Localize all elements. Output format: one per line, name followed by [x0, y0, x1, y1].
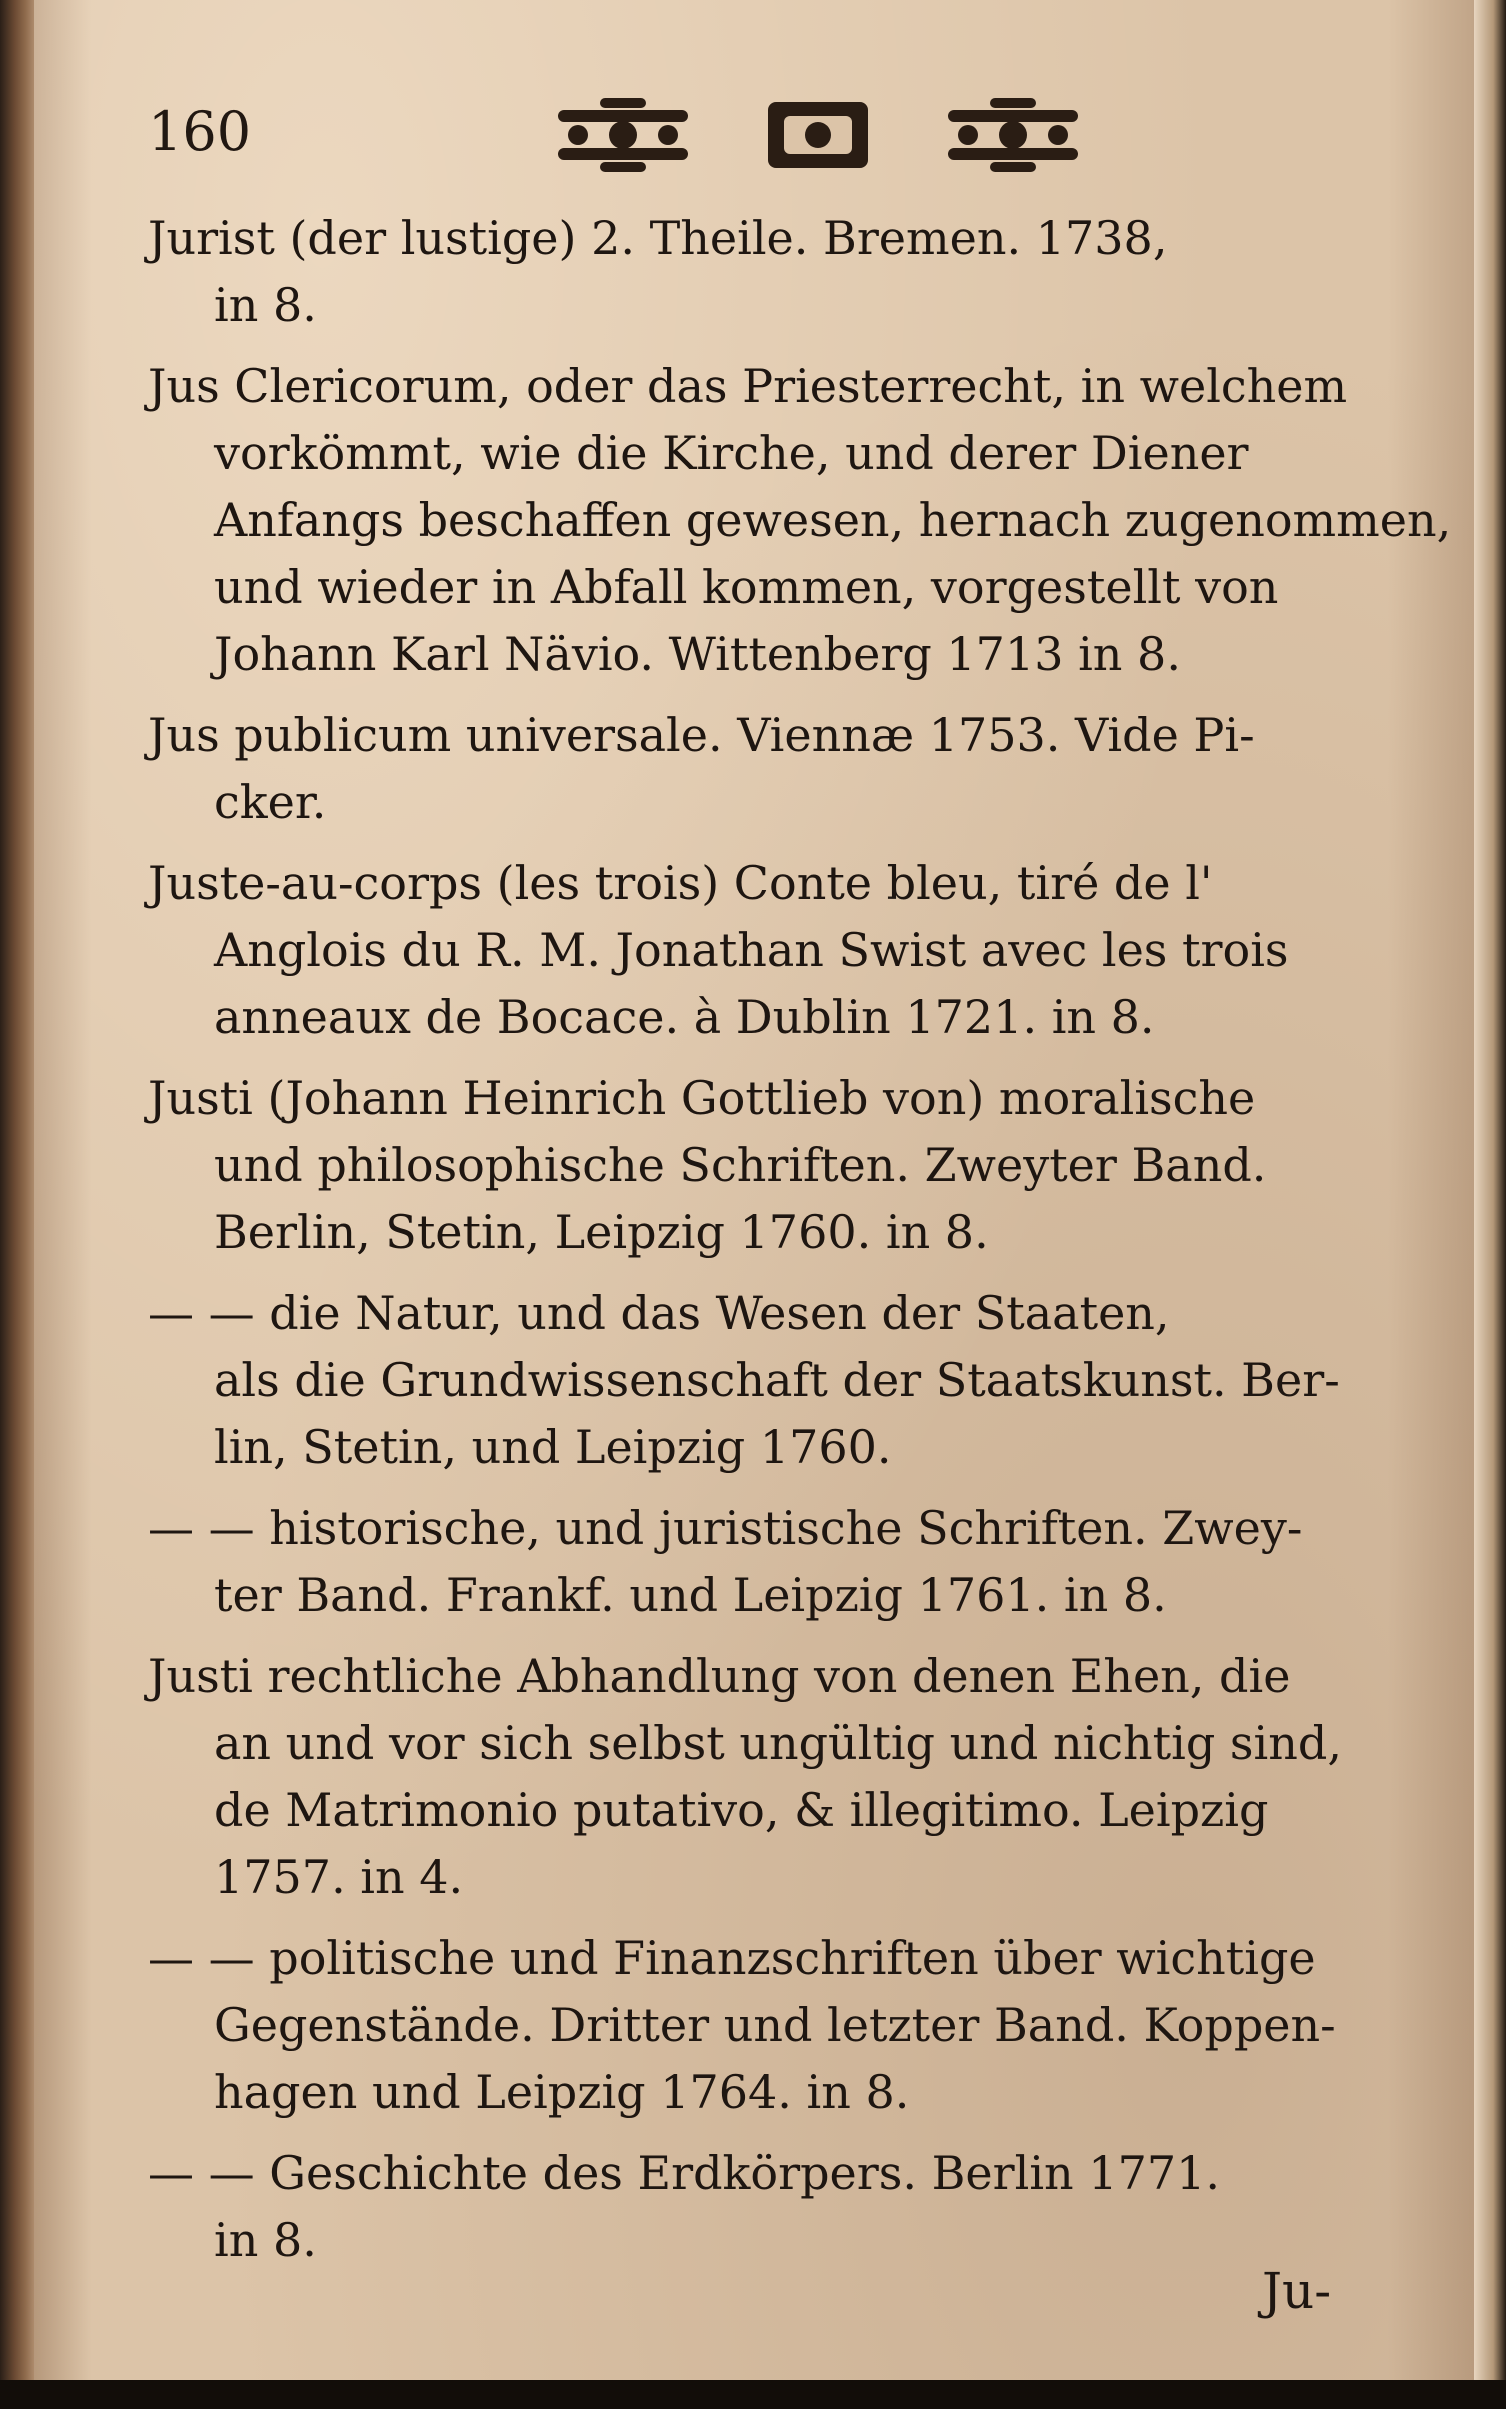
entry-line: de Matrimonio putativo, & illegitimo. Leipzig — [214, 1783, 1269, 1837]
entry-line: — — die Natur, und das Wesen der Staaten, — [148, 1286, 1170, 1340]
entry-line: Justi rechtliche Abhandlung von denen Ehen, die — [148, 1649, 1291, 1703]
entry-line: — — historische, und juristische Schriften. Zwey- — [148, 1501, 1303, 1555]
entry-line: in 8. — [214, 2213, 317, 2267]
entry-line: 1757. in 4. — [214, 1850, 464, 1904]
entry-justi-ehen — [148, 1643, 1428, 1911]
bottom-shadow — [0, 2380, 1506, 2409]
entry-line: Anglois du R. M. Jonathan Swist avec les trois — [214, 923, 1289, 977]
entry-line: Berlin, Stetin, Leipzig 1760. in 8. — [214, 1205, 989, 1259]
entry-line: ter Band. Frankf. und Leipzig 1761. in 8. — [214, 1568, 1167, 1622]
entry-justi-moralische — [148, 1065, 1428, 1266]
catchword: Ju- — [1262, 2262, 1332, 2320]
entry-line: lin, Stetin, und Leipzig 1760. — [214, 1420, 892, 1474]
entry-line: Johann Karl Nävio. Wittenberg 1713 in 8. — [214, 627, 1181, 681]
entry-line: anneaux de Bocace. à Dublin 1721. in 8. — [214, 990, 1155, 1044]
entry-line: Jus Clericorum, oder das Priesterrecht, in welchem — [148, 359, 1348, 413]
entry-line: Jurist (der lustige) 2. Theile. Bremen. 1738, — [148, 211, 1168, 265]
entry-line: und wieder in Abfall kommen, vorgestellt von — [214, 560, 1279, 614]
entry-historische — [148, 1495, 1428, 1629]
entry-line: Juste-au-corps (les trois) Conte bleu, tiré de l' — [148, 856, 1213, 910]
entry-erdkoerper — [148, 2140, 1428, 2274]
entry-line: an und vor sich selbst ungültig und nichtig sind, — [214, 1716, 1342, 1770]
entry-line: — — politische und Finanzschriften über wichtige — [148, 1931, 1316, 1985]
entry-line: vorkömmt, wie die Kirche, und derer Diener — [214, 426, 1249, 480]
entry-line: hagen und Leipzig 1764. in 8. — [214, 2065, 910, 2119]
entry-line: — — Geschichte des Erdkörpers. Berlin 1771. — [148, 2146, 1220, 2200]
entry-line: Gegenstände. Dritter und letzter Band. Koppen- — [214, 1998, 1336, 2052]
entry-jus-clericorum — [148, 353, 1452, 688]
page-header — [148, 90, 1408, 180]
header-ornament-icon — [548, 90, 1108, 180]
page-number: 160 — [148, 100, 252, 163]
entry-line: Anfangs beschaffen gewesen, hernach zugenommen, — [214, 493, 1452, 547]
entry-line: als die Grundwissenschaft der Staatskunst. Ber- — [214, 1353, 1340, 1407]
entry-finanzschriften — [148, 1925, 1428, 2126]
page-body — [148, 205, 1452, 2288]
entry-line: und philosophische Schriften. Zweyter Band. — [214, 1138, 1267, 1192]
entry-natur-staaten — [148, 1280, 1428, 1481]
entry-line: in 8. — [214, 278, 317, 332]
entry-jus-publicum — [148, 702, 1428, 836]
entry-juste-au-corps — [148, 850, 1428, 1051]
entry-line: cker. — [214, 775, 327, 829]
entry-jurist — [148, 205, 1428, 339]
entry-line: Jus publicum universale. Viennæ 1753. Vide Pi- — [148, 708, 1255, 762]
entry-line: Justi (Johann Heinrich Gottlieb von) moralische — [148, 1071, 1256, 1125]
page-edge — [1474, 0, 1506, 2409]
